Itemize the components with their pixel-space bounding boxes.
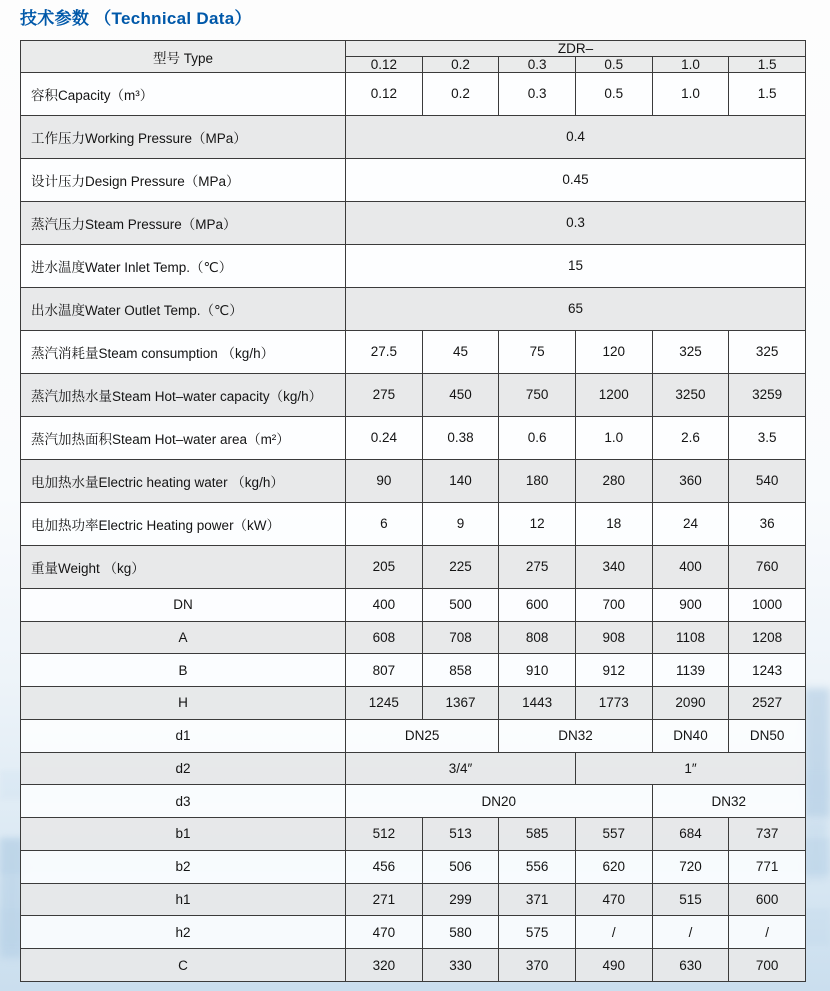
table-cell: 500 (422, 588, 499, 621)
table-cell: 12 (499, 502, 576, 545)
row-label: A (21, 621, 346, 654)
table-cell: 120 (575, 330, 652, 373)
size-header-cell: 0.3 (499, 57, 576, 73)
table-cell: 910 (499, 654, 576, 687)
background-photo-fragment (804, 820, 828, 880)
table-row (21, 416, 806, 459)
table-cell: 2527 (729, 687, 806, 720)
table-cell: 620 (575, 850, 652, 883)
table-cell: 3.5 (729, 416, 806, 459)
table-cell: 3259 (729, 373, 806, 416)
row-label: h2 (21, 916, 346, 949)
table-cell: 1200 (575, 373, 652, 416)
table-row (21, 287, 806, 330)
row-label: DN (21, 588, 346, 621)
table-row (21, 588, 806, 621)
table-cell: 912 (575, 654, 652, 687)
table-cell: 470 (575, 883, 652, 916)
table-row (21, 459, 806, 502)
row-label: H (21, 687, 346, 720)
row-label: 容积Capacity（m³） (21, 73, 346, 116)
table-cell: DN50 (729, 719, 806, 752)
table-cell: 65 (346, 287, 806, 330)
table-cell: 771 (729, 850, 806, 883)
table-row (21, 949, 806, 982)
table-cell: 807 (346, 654, 423, 687)
row-label: d1 (21, 719, 346, 752)
table-row (21, 115, 806, 158)
table-cell: 0.2 (422, 73, 499, 116)
table-row (21, 752, 806, 785)
table-row (21, 850, 806, 883)
table-row (21, 330, 806, 373)
table-cell: 205 (346, 545, 423, 588)
row-label: d3 (21, 785, 346, 818)
table-cell: / (575, 916, 652, 949)
table-cell: 1139 (652, 654, 729, 687)
table-cell: 1.0 (575, 416, 652, 459)
size-header-cell: 0.2 (422, 57, 499, 73)
table-row (21, 201, 806, 244)
table-cell: 275 (499, 545, 576, 588)
size-header-cell: 0.12 (346, 57, 423, 73)
table-cell: 456 (346, 850, 423, 883)
table-cell: 506 (422, 850, 499, 883)
row-label: 蒸汽压力Steam Pressure（MPa） (21, 201, 346, 244)
table-cell: 75 (499, 330, 576, 373)
table-cell: 585 (499, 818, 576, 851)
table-cell: 340 (575, 545, 652, 588)
table-cell: 2090 (652, 687, 729, 720)
row-label: B (21, 654, 346, 687)
table-cell: 330 (422, 949, 499, 982)
table-cell: 299 (422, 883, 499, 916)
background-photo-fragment (804, 688, 830, 818)
table-cell: 1.0 (652, 73, 729, 116)
row-label: 出水温度Water Outlet Temp.（℃） (21, 287, 346, 330)
table-row (21, 621, 806, 654)
table-row (21, 244, 806, 287)
size-header-cell: 1.5 (729, 57, 806, 73)
table-cell: 700 (729, 949, 806, 982)
table-cell: 6 (346, 502, 423, 545)
table-cell: 908 (575, 621, 652, 654)
row-label: h1 (21, 883, 346, 916)
table-cell: 708 (422, 621, 499, 654)
table-cell: 27.5 (346, 330, 423, 373)
table-row (21, 373, 806, 416)
size-header-cell: 1.0 (652, 57, 729, 73)
table-row (21, 785, 806, 818)
row-label: b2 (21, 850, 346, 883)
table-cell: 9 (422, 502, 499, 545)
table-row (21, 654, 806, 687)
table-cell: 275 (346, 373, 423, 416)
table-cell: 180 (499, 459, 576, 502)
table-cell: 1108 (652, 621, 729, 654)
table-cell: / (652, 916, 729, 949)
table-cell: DN40 (652, 719, 729, 752)
table-cell: 15 (346, 244, 806, 287)
table-cell: 490 (575, 949, 652, 982)
table-cell: 1″ (575, 752, 805, 785)
table-cell: 1443 (499, 687, 576, 720)
table-body (21, 73, 806, 982)
table-cell: 515 (652, 883, 729, 916)
table-cell: 280 (575, 459, 652, 502)
table-cell: 600 (499, 588, 576, 621)
table-cell: 0.5 (575, 73, 652, 116)
table-cell: 371 (499, 883, 576, 916)
table-cell: 608 (346, 621, 423, 654)
table-cell: 858 (422, 654, 499, 687)
table-row (21, 687, 806, 720)
table-cell: DN32 (499, 719, 652, 752)
table-cell: 325 (729, 330, 806, 373)
table-cell: 325 (652, 330, 729, 373)
table-cell: 513 (422, 818, 499, 851)
table-row (21, 502, 806, 545)
table-cell: DN25 (346, 719, 499, 752)
table-cell: 0.6 (499, 416, 576, 459)
table-cell: 3/4″ (346, 752, 576, 785)
table-cell: 720 (652, 850, 729, 883)
table-cell: 540 (729, 459, 806, 502)
table-cell: 737 (729, 818, 806, 851)
row-label: 蒸汽消耗量Steam consumption （kg/h） (21, 330, 346, 373)
header-row-series (21, 41, 806, 57)
technical-data-table (20, 40, 806, 982)
row-label: 电加热水量Electric heating water （kg/h） (21, 459, 346, 502)
table-cell: 1208 (729, 621, 806, 654)
row-label: C (21, 949, 346, 982)
table-cell: 1000 (729, 588, 806, 621)
table-cell: 900 (652, 588, 729, 621)
table-cell: 0.24 (346, 416, 423, 459)
table-cell: 2.6 (652, 416, 729, 459)
table-cell: 271 (346, 883, 423, 916)
table-cell: 140 (422, 459, 499, 502)
row-label: d2 (21, 752, 346, 785)
table-cell: 0.38 (422, 416, 499, 459)
table-cell: 225 (422, 545, 499, 588)
table-cell: 575 (499, 916, 576, 949)
table-cell: 750 (499, 373, 576, 416)
table-row (21, 73, 806, 116)
table-header (21, 41, 806, 73)
table-row (21, 916, 806, 949)
table-cell: 1773 (575, 687, 652, 720)
table-cell: 684 (652, 818, 729, 851)
table-cell: 557 (575, 818, 652, 851)
type-header-cell: 型号 Type (21, 41, 346, 73)
table-cell: 760 (729, 545, 806, 588)
table-cell: 45 (422, 330, 499, 373)
size-header-cell: 0.5 (575, 57, 652, 73)
row-label: 电加热功率Electric Heating power（kW） (21, 502, 346, 545)
page-title: 技术参数 （Technical Data） (20, 9, 252, 28)
table-cell: 18 (575, 502, 652, 545)
table-cell: 36 (729, 502, 806, 545)
table-cell: 580 (422, 916, 499, 949)
table-cell: 512 (346, 818, 423, 851)
table-cell: 808 (499, 621, 576, 654)
table-cell: 320 (346, 949, 423, 982)
table-cell: 1243 (729, 654, 806, 687)
table-row (21, 719, 806, 752)
table-cell: 90 (346, 459, 423, 502)
table-cell: 24 (652, 502, 729, 545)
table-cell: / (729, 916, 806, 949)
table-cell: 1.5 (729, 73, 806, 116)
table-cell: 0.4 (346, 115, 806, 158)
row-label: 设计压力Design Pressure（MPa） (21, 158, 346, 201)
table-cell: 360 (652, 459, 729, 502)
row-label: 进水温度Water Inlet Temp.（℃） (21, 244, 346, 287)
table-cell: DN20 (346, 785, 653, 818)
row-label: 重量Weight （kg） (21, 545, 346, 588)
table-cell: 0.3 (499, 73, 576, 116)
table-cell: 0.3 (346, 201, 806, 244)
table-cell: 0.45 (346, 158, 806, 201)
row-label: 蒸汽加热面积Steam Hot–water area（m²） (21, 416, 346, 459)
row-label: b1 (21, 818, 346, 851)
table-cell: 630 (652, 949, 729, 982)
table-cell: 0.12 (346, 73, 423, 116)
table-cell: 3250 (652, 373, 729, 416)
table-cell: 700 (575, 588, 652, 621)
table-cell: 400 (652, 545, 729, 588)
row-label: 蒸汽加热水量Steam Hot–water capacity（kg/h） (21, 373, 346, 416)
table-cell: 600 (729, 883, 806, 916)
table-row (21, 818, 806, 851)
table-row (21, 158, 806, 201)
table-cell: 1367 (422, 687, 499, 720)
row-label: 工作压力Working Pressure（MPa） (21, 115, 346, 158)
table-row (21, 545, 806, 588)
table-cell: DN32 (652, 785, 805, 818)
series-header-cell: ZDR– (346, 41, 806, 57)
table-cell: 450 (422, 373, 499, 416)
table-cell: 470 (346, 916, 423, 949)
table-cell: 1245 (346, 687, 423, 720)
table-row (21, 883, 806, 916)
table-cell: 400 (346, 588, 423, 621)
table-cell: 370 (499, 949, 576, 982)
table-cell: 556 (499, 850, 576, 883)
